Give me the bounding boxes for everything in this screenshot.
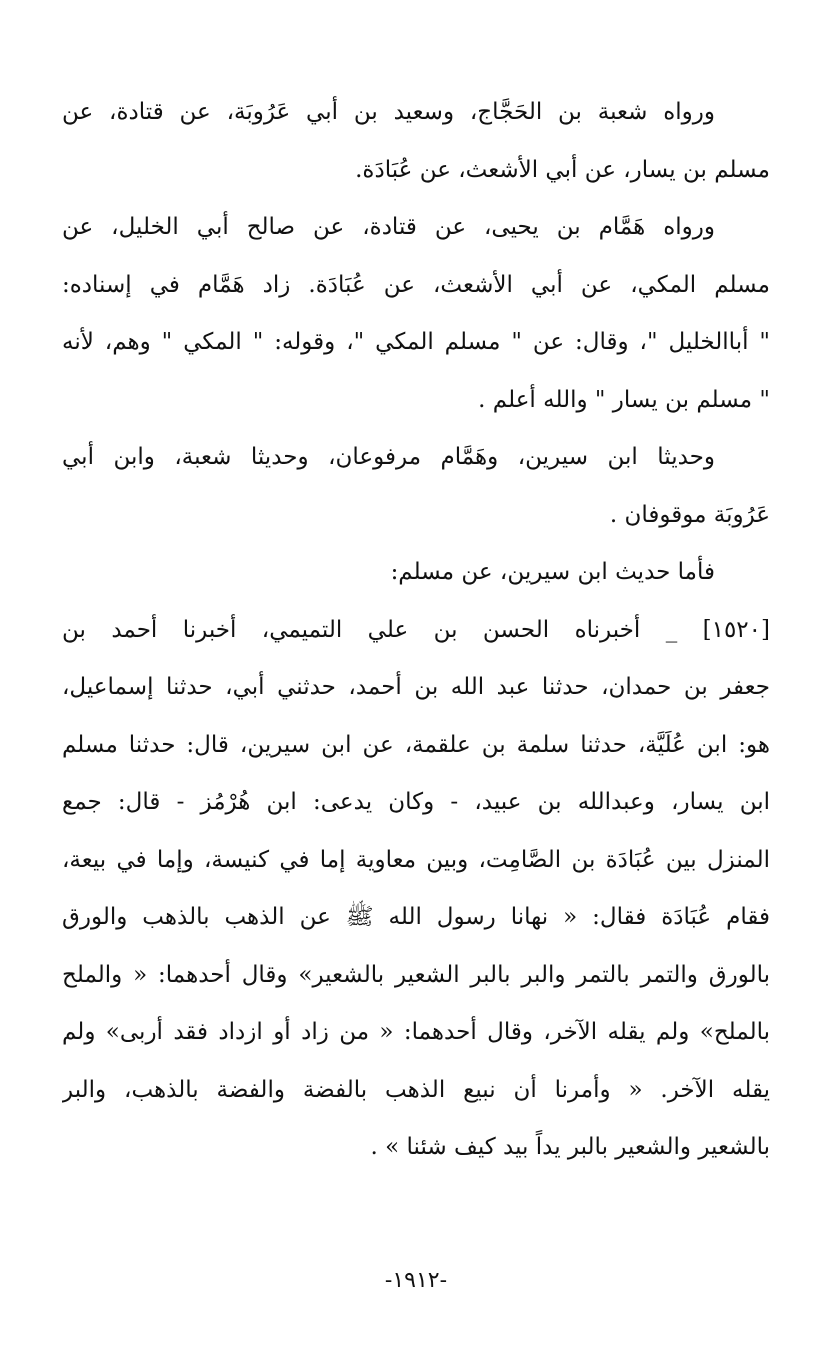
- text-line: " مسلم بن يسار " والله أعلم .: [478, 386, 770, 413]
- body-text: [62, 84, 770, 1177]
- text-line: " أباالخليل "، وقال: عن " مسلم المكي "، وقوله: " المكي " وهم، لأنه: [62, 329, 770, 355]
- text-line: مسلم بن يسار، عن أبي الأشعث، عن عُبَادَة.: [355, 156, 770, 183]
- text-line: ورواه هَمَّام بن يحيى، عن قتادة، عن صالح أبي الخليل، عن: [62, 214, 715, 240]
- text-line: مسلم المكي، عن أبي الأشعث، عن عُبَادَة. زاد هَمَّام في إسناده:: [62, 271, 770, 298]
- page-number: -١٩١٢-: [384, 1268, 448, 1293]
- text-line: فأما حديث ابن سيرين، عن مسلم:: [390, 559, 715, 585]
- text-line: جعفر بن حمدان، حدثنا عبد الله بن أحمد، حدثني أبي، حدثنا إسماعيل،: [62, 674, 770, 700]
- text-line: عَرُوبَة موقوفان .: [609, 501, 770, 528]
- text-line: بالشعير والشعير بالبر يداً بيد كيف شئنا » .: [370, 1134, 770, 1160]
- text-line: ورواه شعبة بن الحَجَّاج، وسعيد بن أبي عَرُوبَة، عن قتادة، عن: [62, 99, 715, 125]
- text-line: [١٥٢٠] _ أخبرناه الحسن بن علي التميمي، أخبرنا أحمد بن: [62, 616, 770, 643]
- text-line: فقام عُبَادَة فقال: « نهانا رسول الله ﷺ عن الذهب بالذهب والورق: [62, 904, 770, 930]
- text-line: هو: ابن عُلَيَّة، حدثنا سلمة بن علقمة، عن ابن سيرين، قال: حدثنا مسلم: [62, 731, 770, 758]
- text-line: وحديثا ابن سيرين، وهَمَّام مرفوعان، وحديثا شعبة، وابن أبي: [62, 444, 715, 470]
- text-line: يقله الآخر. « وأمرنا أن نبيع الذهب بالفضة والفضة بالذهب، والبر: [62, 1076, 770, 1103]
- text-line: بالورق والتمر بالتمر والبر بالبر الشعير بالشعير» وقال أحدهما: « والملح: [62, 961, 770, 988]
- text-line: بالملح» ولم يقله الآخر، وقال أحدهما: « من زاد أو ازداد فقد أربى» ولم: [62, 1019, 770, 1045]
- text-line: المنزل بين عُبَادَة بن الصَّامِت، وبين معاوية إما في كنيسة، وإما في بيعة،: [62, 846, 770, 873]
- text-line: ابن يسار، وعبدالله بن عبيد، - وكان يدعى: ابن هُرْمُز - قال: جمع: [62, 789, 770, 815]
